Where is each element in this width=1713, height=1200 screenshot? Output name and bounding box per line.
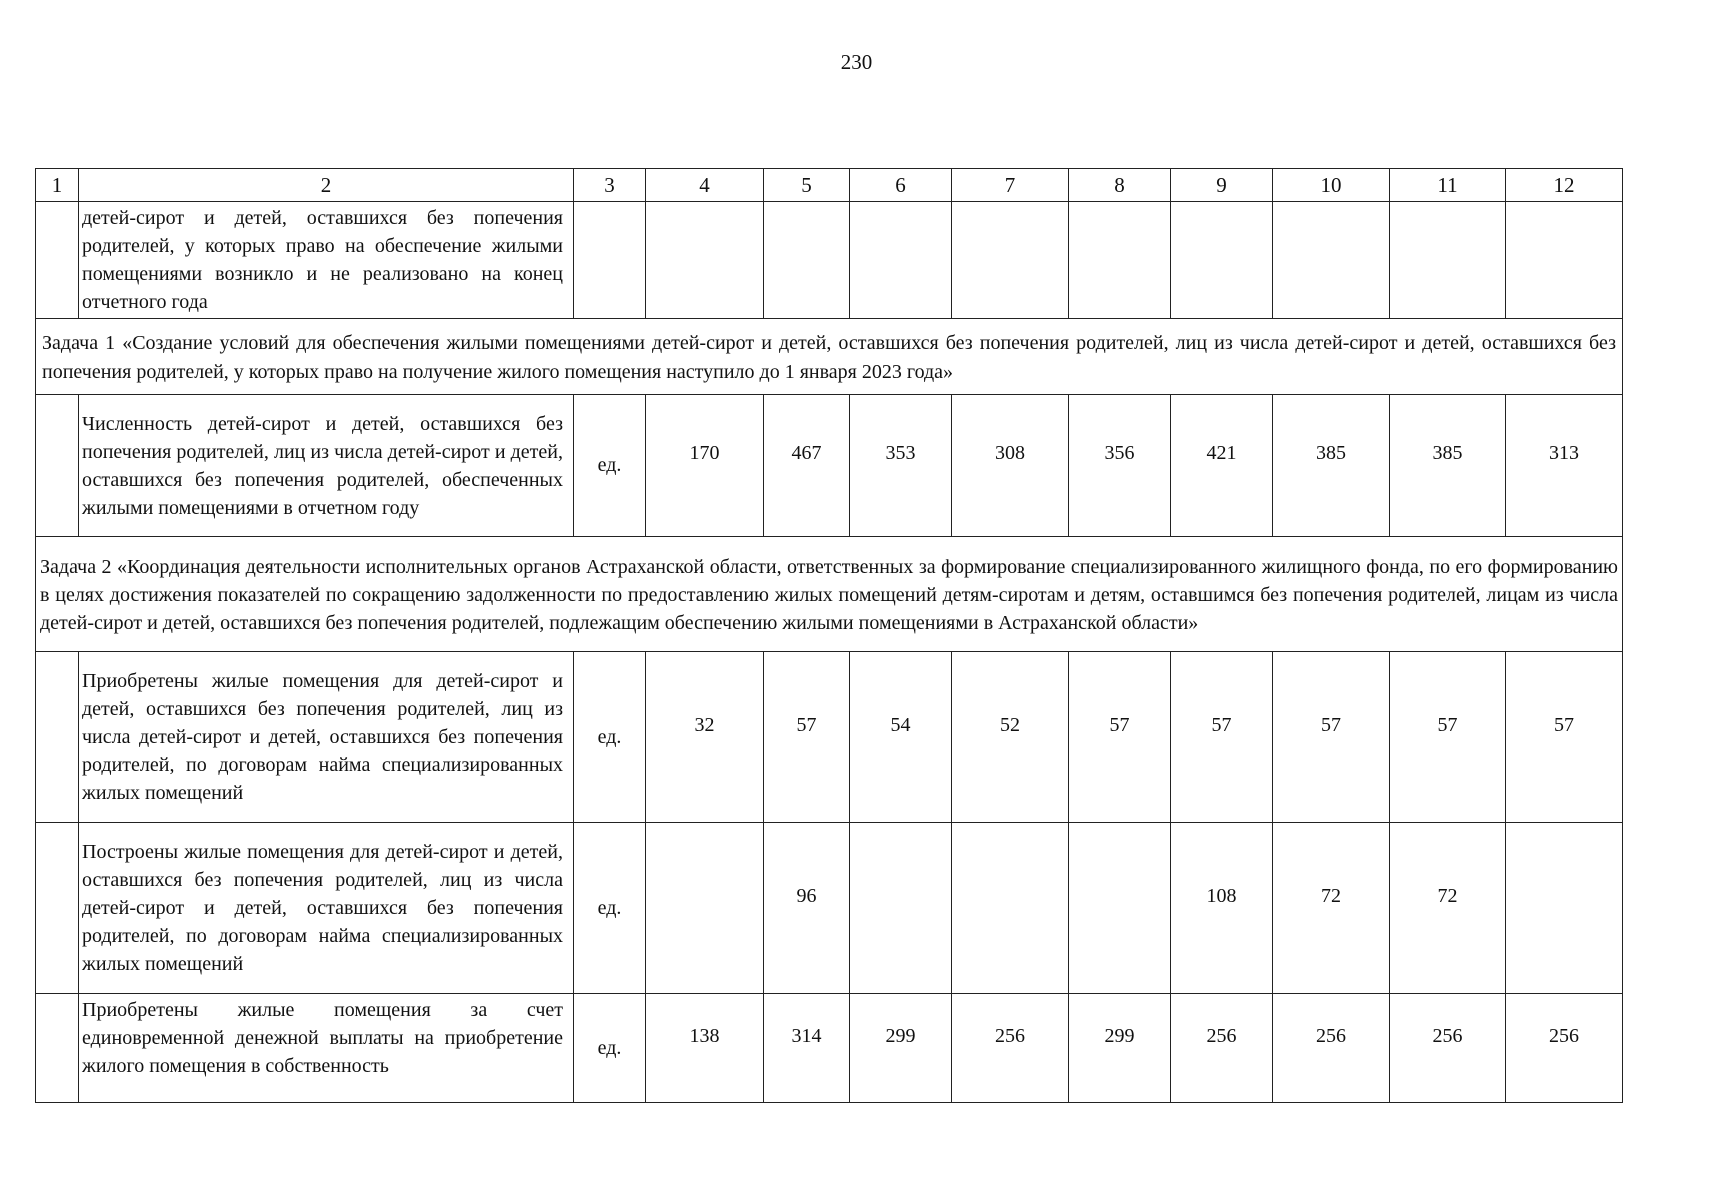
indicator-description: детей-сирот и детей, оставшихся без попечения родителей, у которых право на обеспечение жилыми помещениями возникло и не реализовано на конец отчетного года [79, 202, 574, 319]
unit-cell [574, 202, 646, 319]
indicator-description: Приобретены жилые помещения за счет единовременной денежной выплаты на приобретение жилого помещения в собственность [79, 994, 574, 1103]
value-cell [646, 202, 764, 319]
value-cell: 52 [952, 652, 1069, 823]
value-cell: 96 [764, 823, 850, 994]
row-number-cell [36, 823, 79, 994]
value-cell: 54 [850, 652, 952, 823]
value-cell [850, 823, 952, 994]
column-header: 4 [646, 169, 764, 202]
column-header: 2 [79, 169, 574, 202]
value-cell [1069, 202, 1171, 319]
value-cell: 313 [1506, 395, 1623, 537]
value-cell: 57 [1273, 652, 1390, 823]
value-cell [952, 202, 1069, 319]
value-cell: 32 [646, 652, 764, 823]
row-number-cell [36, 395, 79, 537]
column-header: 5 [764, 169, 850, 202]
value-cell: 256 [952, 994, 1069, 1103]
unit-cell: ед. [574, 994, 646, 1103]
value-cell: 256 [1273, 994, 1390, 1103]
column-number-row [36, 169, 1623, 202]
value-cell: 57 [1390, 652, 1506, 823]
value-cell [764, 202, 850, 319]
task-1-heading: Задача 1 «Создание условий для обеспечения жилыми помещениями детей-сирот и детей, оставшихся без попечения родителей, лиц из числа детей-сирот и детей, оставшихся без попечения родителей, у которых право на получение жилого помещения наступило до 1 января 2023 года» [36, 319, 1623, 395]
column-header: 11 [1390, 169, 1506, 202]
table-row [36, 994, 1623, 1103]
value-cell: 256 [1390, 994, 1506, 1103]
value-cell: 385 [1390, 395, 1506, 537]
value-cell [1171, 202, 1273, 319]
indicator-description: Построены жилые помещения для детей-сирот и детей, оставшихся без попечения родителей, лиц из числа детей-сирот и детей, оставшихся без попечения родителей, по договорам найма специализированных жилых помещений [79, 823, 574, 994]
table-row [36, 652, 1623, 823]
value-cell: 385 [1273, 395, 1390, 537]
unit-cell: ед. [574, 395, 646, 537]
value-cell: 299 [1069, 994, 1171, 1103]
column-header: 3 [574, 169, 646, 202]
value-cell [1273, 202, 1390, 319]
table-row [36, 823, 1623, 994]
page-number: 230 [840, 50, 873, 74]
column-header: 12 [1506, 169, 1623, 202]
value-cell [1506, 823, 1623, 994]
column-header: 1 [36, 169, 79, 202]
value-cell: 467 [764, 395, 850, 537]
value-cell [850, 202, 952, 319]
row-number-cell [36, 994, 79, 1103]
value-cell [1506, 202, 1623, 319]
value-cell [952, 823, 1069, 994]
value-cell: 421 [1171, 395, 1273, 537]
value-cell [646, 823, 764, 994]
unit-cell: ед. [574, 823, 646, 994]
unit-cell: ед. [574, 652, 646, 823]
value-cell: 299 [850, 994, 952, 1103]
value-cell [1390, 202, 1506, 319]
value-cell: 138 [646, 994, 764, 1103]
column-header: 7 [952, 169, 1069, 202]
value-cell: 57 [1069, 652, 1171, 823]
column-header: 9 [1171, 169, 1273, 202]
value-cell: 356 [1069, 395, 1171, 537]
table-row [36, 202, 1623, 319]
value-cell: 314 [764, 994, 850, 1103]
value-cell [1069, 823, 1171, 994]
column-header: 6 [850, 169, 952, 202]
value-cell: 72 [1390, 823, 1506, 994]
value-cell: 57 [764, 652, 850, 823]
value-cell: 256 [1506, 994, 1623, 1103]
value-cell: 256 [1171, 994, 1273, 1103]
task-2-heading: Задача 2 «Координация деятельности исполнительных органов Астраханской области, ответственных за формирование специализированного жилищного фонда, по его формированию в целях достижения показателей по сокращению задолженности по предоставлению жилых помещений детям-сиротам и детям, оставшимся без попечения родителей, лицам из числа детей-сирот и детей, оставшихся без попечения родителей, подлежащим обеспечению жилыми помещениями в Астраханской области» [36, 537, 1623, 652]
value-cell: 353 [850, 395, 952, 537]
value-cell: 57 [1171, 652, 1273, 823]
task-row [36, 537, 1623, 652]
value-cell: 108 [1171, 823, 1273, 994]
table-row [36, 395, 1623, 537]
indicator-description: Приобретены жилые помещения для детей-сирот и детей, оставшихся без попечения родителей, лиц из числа детей-сирот и детей, оставшихся без попечения родителей, по договорам найма специализированных жилых помещений [79, 652, 574, 823]
value-cell: 308 [952, 395, 1069, 537]
task-row [36, 319, 1623, 395]
row-number-cell [36, 652, 79, 823]
column-header: 8 [1069, 169, 1171, 202]
row-number-cell [36, 202, 79, 319]
value-cell: 170 [646, 395, 764, 537]
indicators-table [35, 168, 1623, 1103]
column-header: 10 [1273, 169, 1390, 202]
value-cell: 57 [1506, 652, 1623, 823]
indicator-description: Численность детей-сирот и детей, оставшихся без попечения родителей, лиц из числа детей-сирот и детей, оставшихся без попечения родителей, обеспеченных жилыми помещениями в отчетном году [79, 395, 574, 537]
value-cell: 72 [1273, 823, 1390, 994]
